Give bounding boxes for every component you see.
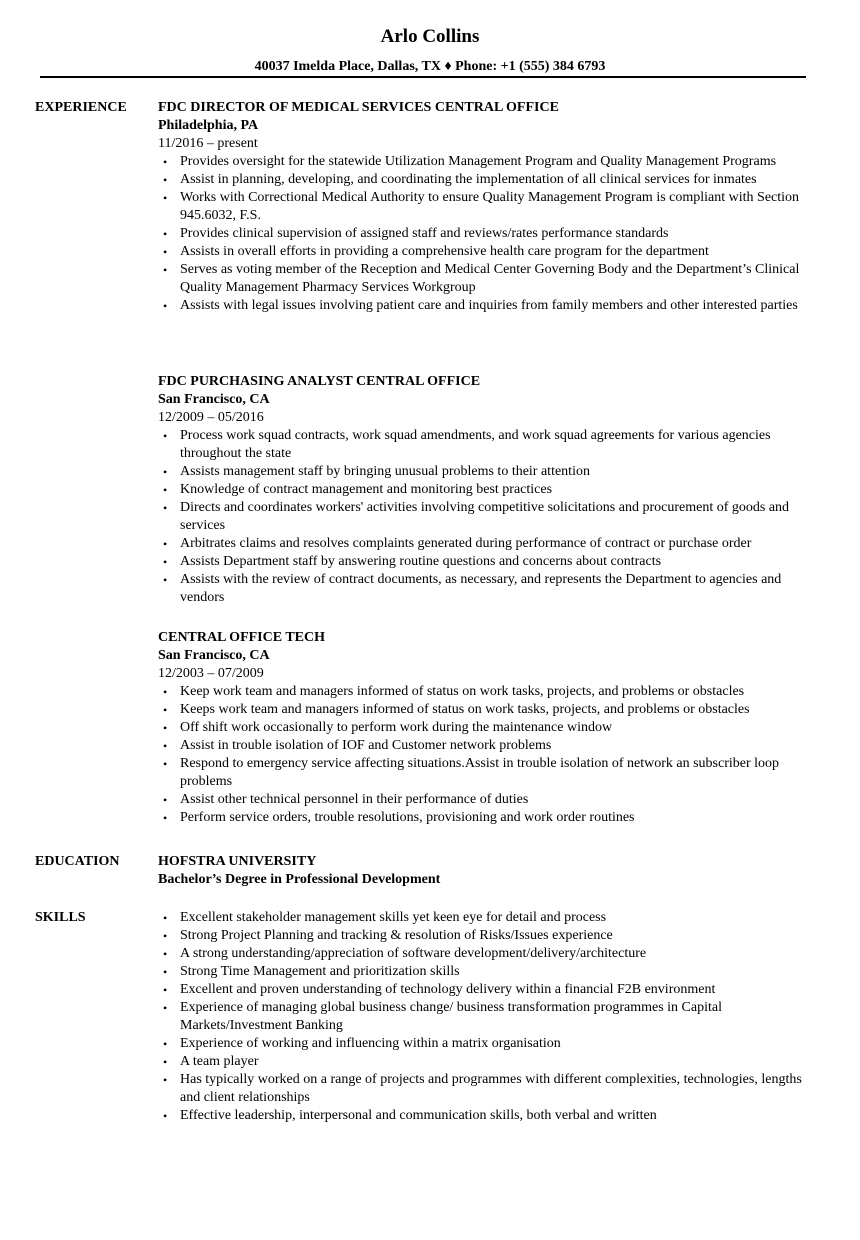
list-item [158,171,810,189]
bullet-icon: • [163,227,168,241]
bullet-text: Works with Correctional Medical Authority to ensure Quality Management Program is compliant with Section 945.6032, F.S. [180,190,800,223]
list-item [158,481,810,499]
list-item [158,1035,810,1053]
bullet-icon: • [163,983,168,997]
bullet-text: Experience of working and influencing within a matrix organisation [180,1036,561,1051]
list-item [158,535,810,553]
list-item [158,999,810,1035]
list-item [158,189,810,225]
bullet-icon: • [163,155,168,169]
list-item [158,737,810,755]
bullet-text: Assist other technical personnel in their performance of duties [180,792,529,807]
degree: Bachelor’s Degree in Professional Development [158,872,441,887]
list-item [158,755,810,791]
list-item [158,153,810,171]
skills-list [158,909,810,1125]
bullet-icon: • [163,739,168,753]
bullet-text: Has typically worked on a range of projects and programmes with different complexities, technologies, lengths and client relationships [180,1072,802,1105]
bullet-text: Assists with legal issues involving patient care and inquiries from family members and other interested parties [180,298,798,313]
bullet-text: Directs and coordinates workers' activities involving competitive solicitations and procurement of goods and services [180,500,790,533]
bullet-text: Experience of managing global business change/ business transformation programmes in Capital Markets/Investment Banking [180,1000,722,1033]
list-item [158,463,810,481]
bullet-text: Off shift work occasionally to perform work during the maintenance window [180,720,613,735]
bullet-text: Assist in trouble isolation of IOF and Customer network problems [180,738,552,753]
bullet-icon: • [163,173,168,187]
bullet-icon: • [163,911,168,925]
job-location: San Francisco, CA [158,648,270,663]
bullet-icon: • [163,245,168,259]
bullet-icon: • [163,501,168,515]
bullet-icon: • [163,793,168,807]
bullet-text: Provides oversight for the statewide Utilization Management Program and Quality Management Programs [180,154,777,169]
list-item [158,427,810,463]
bullet-icon: • [163,263,168,277]
list-item [158,553,810,571]
list-item [158,791,810,809]
bullet-icon: • [163,537,168,551]
job-entry [158,373,810,607]
job-entry [158,99,810,315]
bullet-text: Keep work team and managers informed of status on work tasks, projects, and problems or obstacles [180,684,745,699]
bullet-text: Assists with the review of contract documents, as necessary, and represents the Department to agencies and vendors [180,572,782,605]
list-item [158,909,810,927]
list-item [158,927,810,945]
bullet-text: Knowledge of contract management and monitoring best practices [180,482,553,497]
job-dates: 11/2016 – present [158,136,258,151]
list-item [158,1107,810,1125]
bullet-icon: • [163,929,168,943]
list-item [158,701,810,719]
experience-heading: EXPERIENCE [35,100,127,115]
list-item [158,225,810,243]
bullet-icon: • [163,573,168,587]
list-item [158,963,810,981]
job-title: CENTRAL OFFICE TECH [158,630,325,645]
bullet-icon: • [163,483,168,497]
list-item [158,945,810,963]
bullet-text: Assists in overall efforts in providing a comprehensive health care program for the department [180,244,709,259]
bullet-text: Excellent and proven understanding of technology delivery within a financial F2B environment [180,982,716,997]
header-divider [40,76,806,78]
bullet-icon: • [163,811,168,825]
education-body [158,853,810,889]
job-location: San Francisco, CA [158,392,270,407]
bullet-text: Assists management staff by bringing unusual problems to their attention [180,464,590,479]
bullet-icon: • [163,299,168,313]
list-item [158,809,810,827]
list-item [158,1053,810,1071]
bullet-icon: • [163,757,168,771]
list-item [158,981,810,999]
education-heading: EDUCATION [35,854,120,869]
bullet-text: Keeps work team and managers informed of status on work tasks, projects, and problems or obstacles [180,702,750,717]
bullet-text: Strong Time Management and prioritization skills [180,964,460,979]
job-location: Philadelphia, PA [158,118,259,133]
job-title: FDC PURCHASING ANALYST CENTRAL OFFICE [158,374,481,389]
candidate-name: Arlo Collins [380,26,480,47]
bullet-text: Assist in planning, developing, and coordinating the implementation of all clinical services for inmates [180,172,757,187]
bullet-icon: • [163,1037,168,1051]
bullet-icon: • [163,429,168,443]
bullet-icon: • [163,465,168,479]
bullet-icon: • [163,1109,168,1123]
bullet-icon: • [163,947,168,961]
bullet-icon: • [163,1055,168,1069]
bullet-text: Process work squad contracts, work squad amendments, and work squad agreements for various agencies throughout the state [180,428,771,461]
skills-body [158,909,810,1125]
bullet-icon: • [163,721,168,735]
bullet-icon: • [163,685,168,699]
contact-line: 40037 Imelda Place, Dallas, TX ♦ Phone: +1 (555) 384 6793 [254,59,606,74]
bullet-text: A strong understanding/appreciation of software development/delivery/architecture [180,946,647,961]
list-item [158,243,810,261]
bullet-text: Provides clinical supervision of assigned staff and reviews/rates performance standards [180,226,669,241]
bullet-text: Serves as voting member of the Reception and Medical Center Governing Body and the Department’s Clinical Quality Management Pharmacy Services Workgroup [180,262,800,295]
bullet-icon: • [163,703,168,717]
bullet-text: Excellent stakeholder management skills yet keen eye for detail and process [180,910,607,925]
list-item [158,297,810,315]
job-dates: 12/2003 – 07/2009 [158,666,264,681]
list-item [158,261,810,297]
bullet-text: Assists Department staff by answering routine questions and concerns about contracts [180,554,662,569]
list-item [158,683,810,701]
bullet-icon: • [163,191,168,205]
list-item [158,571,810,607]
job-entry [158,629,810,827]
bullet-icon: • [163,1001,168,1015]
bullet-text: Perform service orders, trouble resolutions, provisioning and work order routines [180,810,635,825]
job-bullets [158,427,810,607]
bullet-icon: • [163,555,168,569]
list-item [158,499,810,535]
school-name: HOFSTRA UNIVERSITY [158,854,317,869]
bullet-text: A team player [180,1054,259,1069]
list-item [158,719,810,737]
job-bullets [158,683,810,827]
bullet-text: Strong Project Planning and tracking & resolution of Risks/Issues experience [180,928,613,943]
job-bullets [158,153,810,315]
skills-heading: SKILLS [35,910,86,925]
bullet-icon: • [163,965,168,979]
bullet-text: Arbitrates claims and resolves complaints generated during performance of contract or purchase order [180,536,752,551]
list-item [158,1071,810,1107]
bullet-text: Effective leadership, interpersonal and communication skills, both verbal and written [180,1108,657,1123]
bullet-icon: • [163,1073,168,1087]
job-title: FDC DIRECTOR OF MEDICAL SERVICES CENTRAL OFFICE [158,100,559,115]
bullet-text: Respond to emergency service affecting situations.Assist in trouble isolation of network an subscriber loop problems [180,756,780,789]
job-dates: 12/2009 – 05/2016 [158,410,264,425]
